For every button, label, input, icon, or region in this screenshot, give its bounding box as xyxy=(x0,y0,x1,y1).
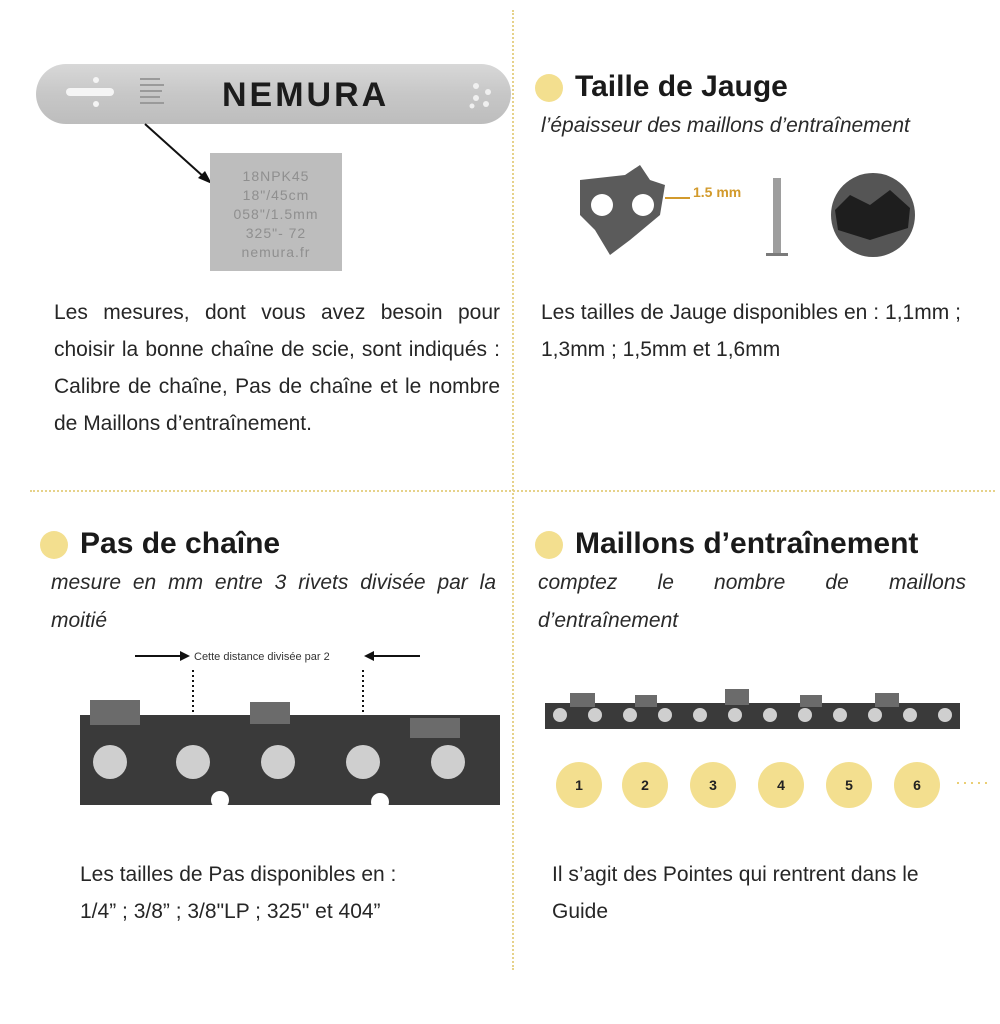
brand-logo: NEMURA xyxy=(222,76,390,114)
gauge-illustration xyxy=(570,160,930,270)
drive-link-number: 1 xyxy=(556,762,602,808)
gauge-title: Taille de Jauge xyxy=(575,70,788,103)
pitch-chain-illustration xyxy=(80,640,510,840)
pitch-paragraph xyxy=(80,856,500,930)
plate-line: 325"- 72 xyxy=(245,225,307,241)
gauge-measure-label: 1.5 mm xyxy=(693,184,742,200)
plate-line: 18"/45cm xyxy=(242,187,310,203)
drive-link-number: 5 xyxy=(826,762,872,808)
horizontal-divider xyxy=(30,490,995,492)
bullet-icon xyxy=(535,531,563,559)
drive-links-title: Maillons d’entraînement xyxy=(575,527,919,560)
gauge-paragraph: Les tailles de Jauge disponibles en : 1,1mm ; 1,3mm ; 1,5mm et 1,6mm xyxy=(541,301,961,361)
drive-links-chain-illustration xyxy=(545,685,965,745)
plate-line: nemura.fr xyxy=(241,244,311,260)
plate-line: 058"/1.5mm xyxy=(233,206,319,222)
pitch-subtitle: mesure en mm entre 3 rivets divisée par la moitié xyxy=(51,571,496,632)
drive-link-number: 3 xyxy=(690,762,736,808)
drive-links-subtitle: comptez le nombre de maillons d’entraînement xyxy=(538,571,966,632)
pitch-line-1: Les tailles de Pas disponibles en : xyxy=(80,863,397,886)
drive-links-heading xyxy=(535,527,918,561)
drive-link-number: 2 xyxy=(622,762,668,808)
drive-links-paragraph: Il s’agit des Pointes qui rentrent dans le Guide xyxy=(552,863,919,923)
pitch-line-2: 1/4” ; 3/8” ; 3/8"LP ; 325" et 404” xyxy=(80,900,381,923)
drive-link-number: 4 xyxy=(758,762,804,808)
gauge-subtitle: l’épaisseur des maillons d’entraînement xyxy=(541,114,910,137)
pitch-heading xyxy=(40,527,280,561)
bar-engraving-plate xyxy=(210,153,342,271)
gauge-heading xyxy=(535,70,788,104)
pitch-title: Pas de chaîne xyxy=(80,527,281,560)
plate-line: 18NPK45 xyxy=(242,168,310,184)
pitch-distance-label: Cette distance divisée par 2 xyxy=(194,651,330,663)
bullet-icon xyxy=(535,74,563,102)
measures-paragraph: Les mesures, dont vous avez besoin pour choisir la bonne chaîne de scie, sont indiqués : Calibre de chaîne, Pas de chaîne et le nombre de Maillons d’entraînement. xyxy=(54,301,500,435)
drive-link-number: 6 xyxy=(894,762,940,808)
drive-link-ellipsis: ····· xyxy=(955,772,990,792)
bullet-icon xyxy=(40,531,68,559)
